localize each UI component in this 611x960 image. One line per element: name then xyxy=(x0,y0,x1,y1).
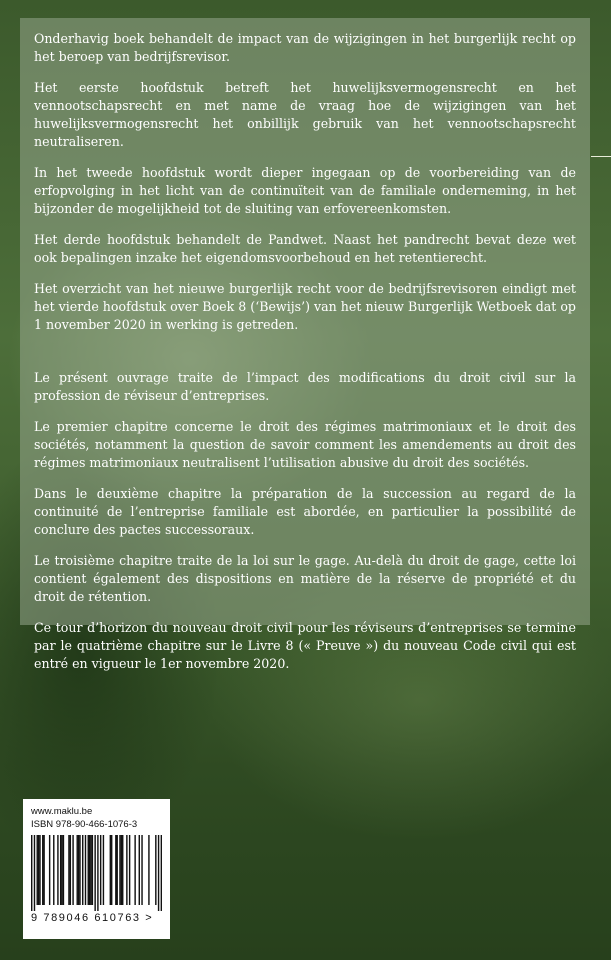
french-blurb xyxy=(34,369,576,673)
blurb-panel xyxy=(20,18,590,671)
dutch-paragraph-2: Het eerste hoofdstuk betreft het huwelijksvermogensrecht en het vennootschapsrecht en met name de vraag hoe de wijzigingen van het huwelijksvermogensrecht het onbillijk gebruik van het vennootschapsrecht neutraliseren. xyxy=(34,80,576,149)
barcode-bar xyxy=(97,835,98,911)
french-paragraph-4: Le troisième chapitre traite de la loi sur le gage. Au-delà du droit de gage, cette loi contient également des dispositions en matière de la réserve de propriété et du droit de rétention. xyxy=(34,553,576,604)
barcode-bar xyxy=(110,835,111,905)
barcode-bar xyxy=(148,835,149,905)
barcode-icon xyxy=(31,835,162,911)
barcode-bar xyxy=(57,835,58,905)
barcode-bar xyxy=(122,835,123,905)
barcode-bar xyxy=(63,835,64,905)
barcode-bar xyxy=(126,835,127,905)
barcode-bar xyxy=(158,835,159,911)
isbn-number: ISBN 978-90-466-1076-3 xyxy=(31,819,138,830)
language-separator xyxy=(34,347,576,369)
barcode-bar xyxy=(72,835,73,905)
barcode-bar xyxy=(34,835,35,911)
dutch-paragraph-3: In het tweede hoofdstuk wordt dieper ingegaan op de voorbereiding van de erfopvolging in het licht van de continuïteit van de familiale onderneming, in het bijzonder de mogelijkheid tot de sluiting van erfovereenkomsten. xyxy=(34,165,576,216)
dutch-blurb xyxy=(34,30,576,334)
barcode-bar xyxy=(31,835,32,911)
decorative-line xyxy=(591,156,611,157)
barcode-bar xyxy=(43,835,44,905)
barcode-bar xyxy=(103,835,104,905)
publisher-website: www.maklu.be xyxy=(31,806,93,817)
barcode-bar xyxy=(94,835,95,911)
barcode-bar xyxy=(78,835,79,905)
barcode-bar xyxy=(60,835,61,905)
barcode-bar xyxy=(134,835,135,905)
barcode-bar xyxy=(139,835,140,905)
barcode-bar xyxy=(49,835,50,905)
barcode-bar xyxy=(89,835,90,905)
barcode-bar xyxy=(39,835,40,905)
barcode-bar xyxy=(82,835,83,905)
barcode-bar xyxy=(88,835,89,905)
barcode-bar xyxy=(129,835,130,905)
barcode-bar xyxy=(38,835,39,905)
barcode-bar xyxy=(79,835,80,905)
barcode-bar xyxy=(37,835,38,905)
barcode-label xyxy=(23,799,170,939)
barcode-digits: 9 789046 610763 > xyxy=(31,912,154,924)
dutch-paragraph-4: Het derde hoofdstuk behandelt de Pandwet. Naast het pandrecht bevat deze wet ook bepalingen inzake het eigendomsvoorbehoud en het retentierecht. xyxy=(34,232,576,265)
barcode-bar xyxy=(90,835,91,905)
barcode-bar xyxy=(42,835,43,905)
barcode-bar xyxy=(85,835,86,905)
dutch-paragraph-5: Het overzicht van het nieuwe burgerlijk recht voor de bedrijfsrevisoren eindigt met het vierde hoofdstuk over Boek 8 (‘Bewijs’) van het nieuw Burgerlijk Wetboek dat op 1 november 2020 in werking is getreden. xyxy=(34,281,576,332)
barcode-bar xyxy=(119,835,120,905)
barcode-bar xyxy=(115,835,116,905)
barcode-bar xyxy=(92,835,93,905)
barcode-bar xyxy=(155,835,156,905)
barcode-bar xyxy=(121,835,122,905)
french-paragraph-1: Le présent ouvrage traite de l’impact des modifications du droit civil sur la profession de réviseur d’entreprises. xyxy=(34,370,576,403)
barcode-bar xyxy=(100,835,101,905)
barcode-bar xyxy=(70,835,71,905)
barcode-bar xyxy=(68,835,69,905)
french-paragraph-5: Ce tour d’horizon du nouveau droit civil pour les réviseurs d’entreprises se termine par le quatrième chapitre sur le Livre 8 (« Preuve ») du nouveau Code civil qui est entré en vigueur le 1er novembre 2020. xyxy=(34,620,576,671)
barcode-bar xyxy=(77,835,78,905)
barcode-bar xyxy=(61,835,62,905)
barcode-bar xyxy=(53,835,54,905)
barcode-bar xyxy=(141,835,142,905)
french-paragraph-3: Dans le deuxième chapitre la préparation de la succession au regard de la continuité de l’entreprise familiale est abordée, en particulier la possibilité de conclure des pactes successoraux. xyxy=(34,486,576,537)
barcode-bar xyxy=(111,835,112,905)
dutch-paragraph-1: Onderhavig boek behandelt de impact van de wijzigingen in het burgerlijk recht op het beroep van bedrijfsrevisor. xyxy=(34,31,576,64)
barcode-bar xyxy=(116,835,117,905)
barcode-bar xyxy=(161,835,162,911)
french-paragraph-2: Le premier chapitre concerne le droit des régimes matrimoniaux et le droit des sociétés, notamment la question de savoir comment les amendements au droit des régimes matrimoniaux neutralisent l’utilisation abusive du droit des sociétés. xyxy=(34,419,576,470)
